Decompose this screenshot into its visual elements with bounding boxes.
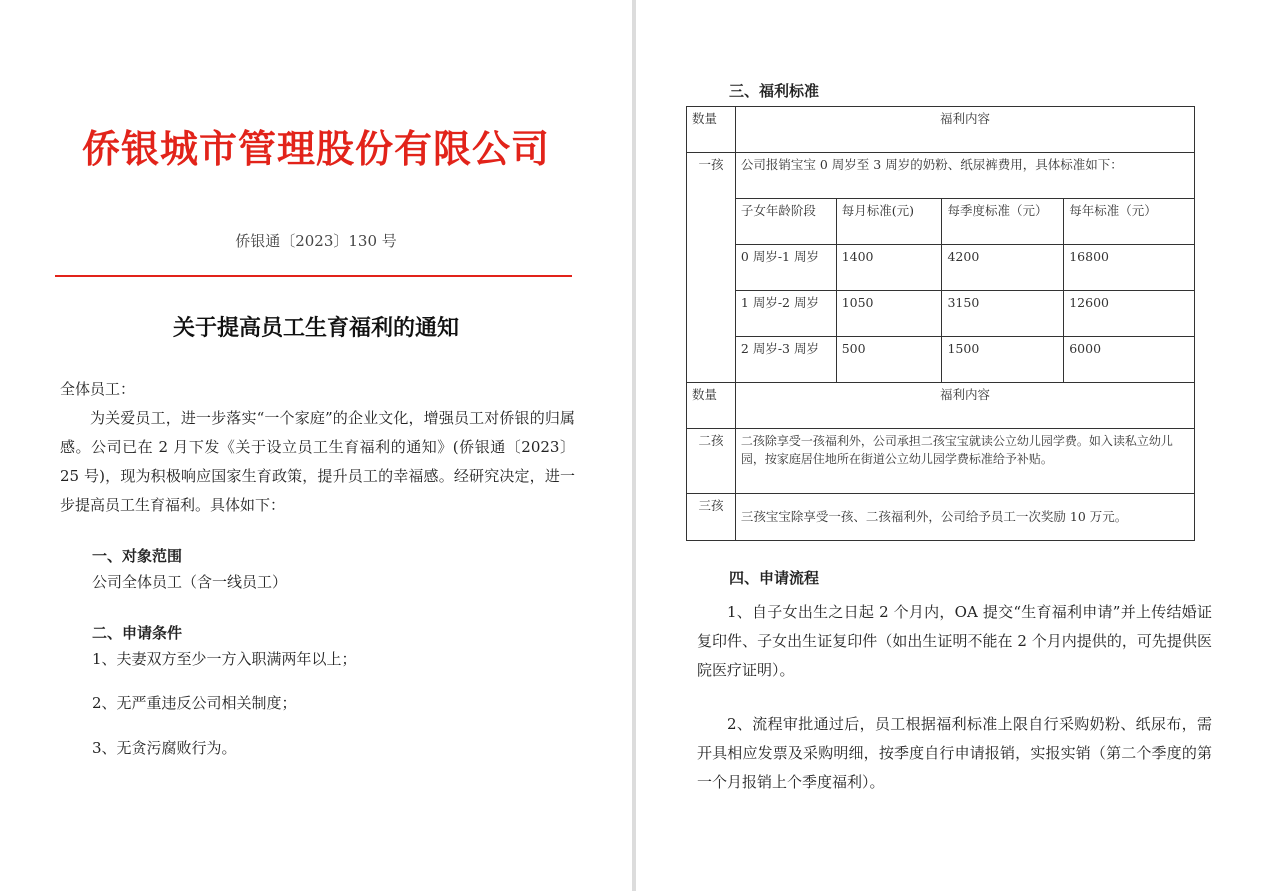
header-content-2: 福利内容 <box>735 383 1194 429</box>
header-quantity: 数量 <box>687 107 736 153</box>
salutation: 全体员工： <box>60 380 136 398</box>
table-row <box>687 245 1195 291</box>
child1-label: 一孩 <box>687 153 736 383</box>
table-cell: 12600 <box>1064 291 1195 337</box>
section-heading-scope: 一、对象范围 <box>92 547 183 565</box>
subheader-yearly: 每年标准（元） <box>1064 199 1195 245</box>
table-cell: 2 周岁-3 周岁 <box>735 337 836 383</box>
table-cell: 1400 <box>836 245 942 291</box>
table-cell: 16800 <box>1064 245 1195 291</box>
document-number: 侨银通〔2023〕130 号 <box>235 232 397 250</box>
section-heading-standards: 三、福利标准 <box>729 82 820 100</box>
table-cell: 1050 <box>836 291 942 337</box>
header-quantity-2: 数量 <box>687 383 736 429</box>
table-cell: 3150 <box>942 291 1064 337</box>
child2-description: 二孩除享受一孩福利外，公司承担二孩宝宝就读公立幼儿园学费。如入读私立幼儿园，按家庭居住地所在街道公立幼儿园学费标准给予补贴。 <box>735 429 1194 494</box>
child3-label: 三孩 <box>687 494 736 541</box>
condition-item: 3、无贪污腐败行为。 <box>92 739 237 757</box>
section-heading-conditions: 二、申请条件 <box>92 624 183 642</box>
intro-paragraph: 为关爱员工，进一步落实“一个家庭”的企业文化，增强员工对侨银的归属感。公司已在 2 月下发《关于设立员工生育福利的通知》(侨银通〔2023〕25 号)，现为积极响应国家生育政策，提升员工的幸福感。经研究决定，进一步提高员工生育福利。具体如下： <box>60 409 575 514</box>
header-content: 福利内容 <box>735 107 1194 153</box>
scope-text: 公司全体员工（含一线员工） <box>92 573 288 591</box>
child2-label: 二孩 <box>687 429 736 494</box>
table-cell: 4200 <box>942 245 1064 291</box>
red-divider-line <box>55 275 572 277</box>
table-row <box>687 337 1195 383</box>
child1-description: 公司报销宝宝 0 周岁至 3 周岁的奶粉、纸尿裤费用，具体标准如下： <box>735 153 1194 199</box>
table-cell: 500 <box>836 337 942 383</box>
table-cell: 1500 <box>942 337 1064 383</box>
child3-description: 三孩宝宝除享受一孩、二孩福利外，公司给予员工一次奖励 10 万元。 <box>735 494 1194 541</box>
process-step: 1、自子女出生之日起 2 个月内，OA 提交“生育福利申请”并上传结婚证复印件、子女出生证复印件（如出生证明不能在 2 个月内提供的，可先提供医院医疗证明）。 <box>697 603 1212 679</box>
section-heading-process: 四、申请流程 <box>729 569 820 587</box>
subheader-age: 子女年龄阶段 <box>735 199 836 245</box>
notice-title: 关于提高员工生育福利的通知 <box>172 315 459 341</box>
process-step: 2、流程审批通过后，员工根据福利标准上限自行采购奶粉、纸尿布，需开具相应发票及采购明细，按季度自行申请报销，实报实销（第二个季度的第一个月报销上个季度福利）。 <box>697 715 1212 791</box>
table-cell: 6000 <box>1064 337 1195 383</box>
table-row <box>687 291 1195 337</box>
table-cell: 1 周岁-2 周岁 <box>735 291 836 337</box>
table-cell: 0 周岁-1 周岁 <box>735 245 836 291</box>
subheader-quarterly: 每季度标准（元） <box>942 199 1064 245</box>
condition-item: 2、无严重违反公司相关制度； <box>92 694 297 712</box>
welfare-table <box>686 106 1195 541</box>
company-name-header: 侨银城市管理股份有限公司 <box>81 126 550 171</box>
condition-item: 1、夫妻双方至少一方入职满两年以上； <box>92 650 357 668</box>
subheader-monthly: 每月标准(元) <box>836 199 942 245</box>
